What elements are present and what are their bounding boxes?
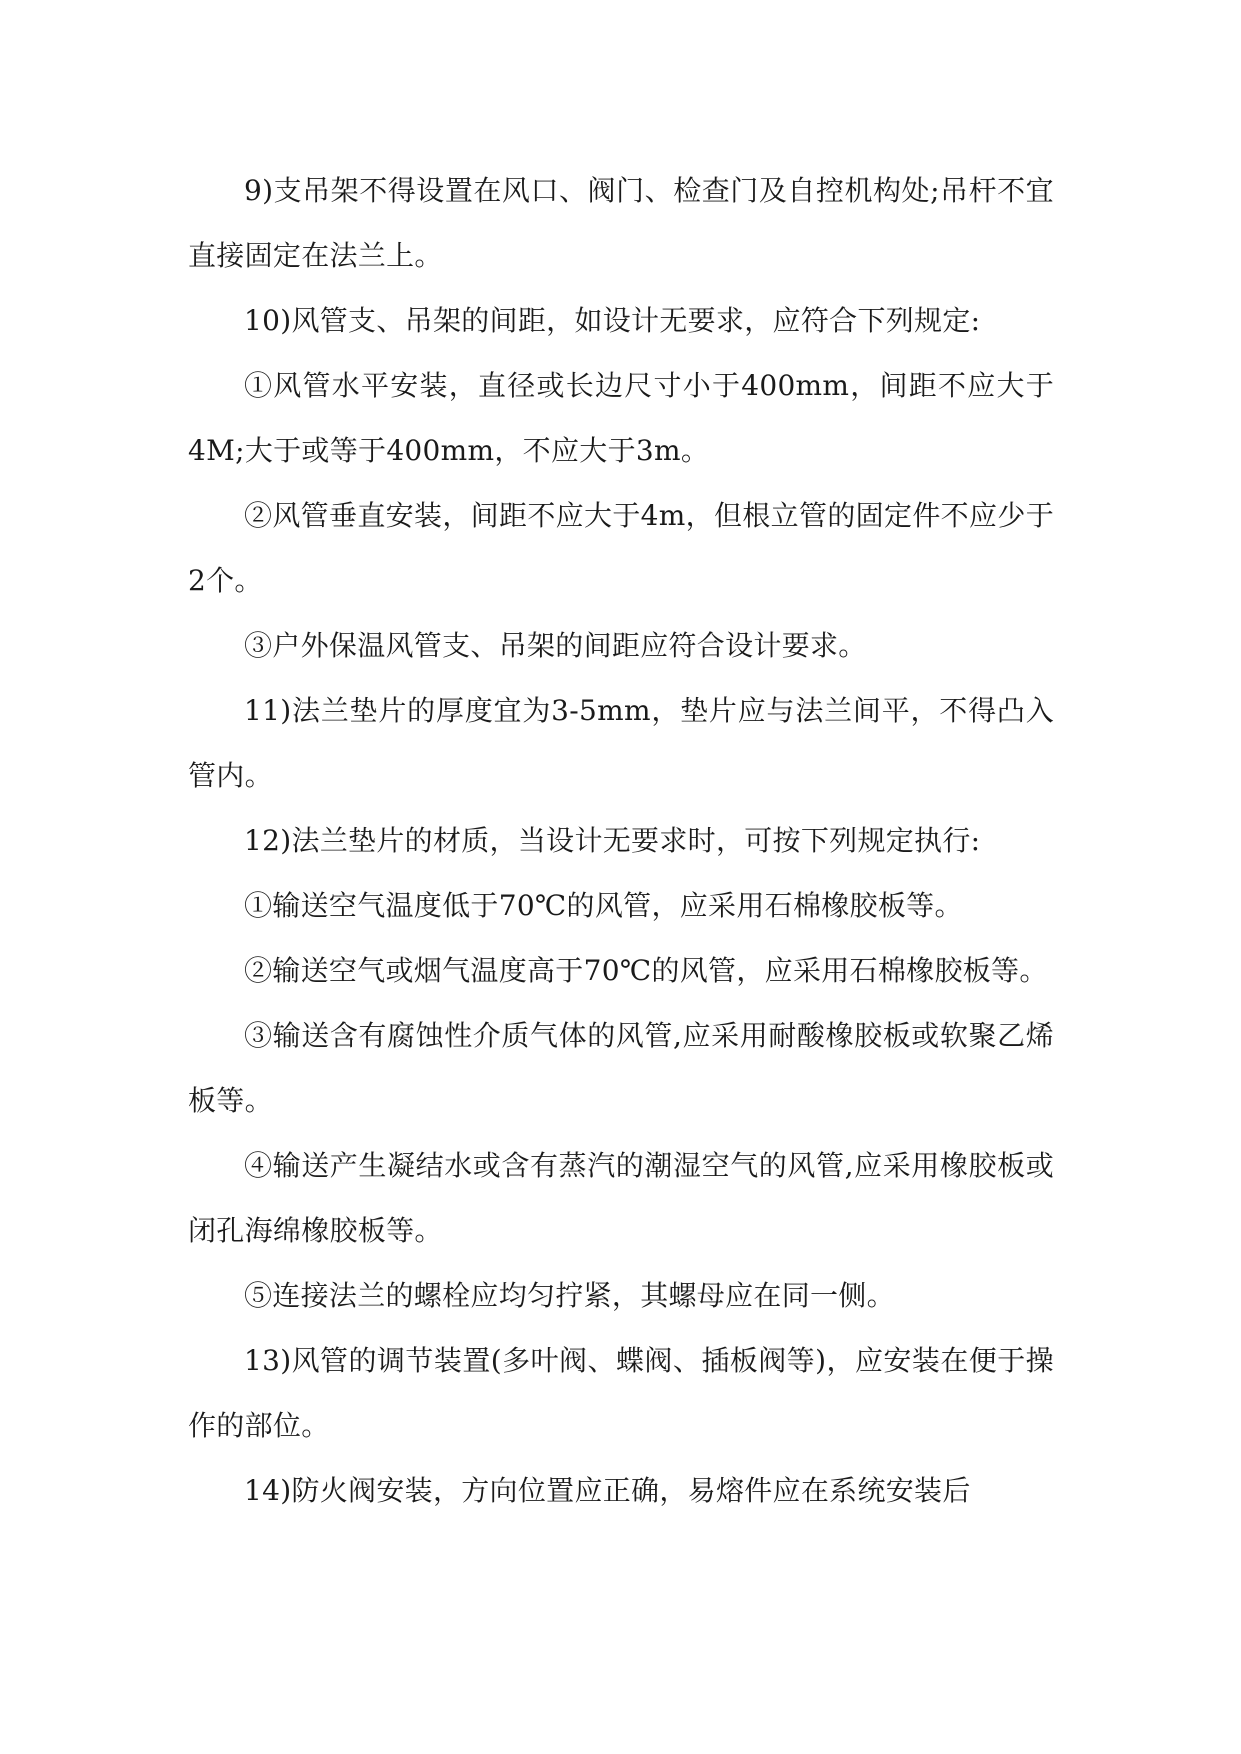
paragraph-text: ①风管水平安装，直径或长边尺寸小于400mm，间距不应大于4M;大于或等于400mm，不应大于3m。: [188, 369, 1054, 467]
paragraph-text: ⑤连接法兰的螺栓应均匀拧紧，其螺母应在同一侧。: [244, 1279, 895, 1312]
paragraph-text: 9)支吊架不得设置在风口、阀门、检查门及自控机构处;吊杆不宜直接固定在法兰上。: [188, 174, 1054, 272]
paragraph-text: ②风管垂直安装，间距不应大于4m，但根立管的固定件不应少于2个。: [188, 499, 1054, 597]
paragraph-text: ③户外保温风管支、吊架的间距应符合设计要求。: [244, 629, 867, 662]
paragraph-item-12-1: [188, 873, 1054, 938]
paragraph-text: 10)风管支、吊架的间距，如设计无要求，应符合下列规定:: [244, 304, 981, 337]
paragraph-item-10: [188, 288, 1054, 353]
paragraph-item-11: [188, 678, 1054, 808]
paragraph-text: ②输送空气或烟气温度高于70℃的风管，应采用石棉橡胶板等。: [244, 954, 1048, 987]
paragraph-item-12-2: [188, 938, 1054, 1003]
paragraph-item-10-3: [188, 613, 1054, 678]
paragraph-text: ④输送产生凝结水或含有蒸汽的潮湿空气的风管,应采用橡胶板或闭孔海绵橡胶板等。: [188, 1149, 1054, 1247]
paragraph-item-12-4: [188, 1133, 1054, 1263]
paragraph-text: 12)法兰垫片的材质，当设计无要求时，可按下列规定执行:: [244, 824, 981, 857]
paragraph-text: 11)法兰垫片的厚度宜为3-5mm，垫片应与法兰间平，不得凸入管内。: [188, 694, 1054, 792]
paragraph-text: 14)防火阀安装，方向位置应正确，易熔件应在系统安装后: [244, 1474, 971, 1507]
paragraph-item-12: [188, 808, 1054, 873]
paragraph-item-9: [188, 158, 1054, 288]
paragraph-item-13: [188, 1328, 1054, 1458]
paragraph-text: 13)风管的调节装置(多叶阀、蝶阀、插板阀等)，应安装在便于操作的部位。: [188, 1344, 1054, 1442]
paragraph-item-14: [188, 1458, 1054, 1523]
paragraph-text: ③输送含有腐蚀性介质气体的风管,应采用耐酸橡胶板或软聚乙烯板等。: [188, 1019, 1054, 1117]
paragraph-item-12-3: [188, 1003, 1054, 1133]
paragraph-item-10-2: [188, 483, 1054, 613]
paragraph-text: ①输送空气温度低于70℃的风管，应采用石棉橡胶板等。: [244, 889, 963, 922]
document-body: [188, 158, 1054, 1523]
paragraph-item-10-1: [188, 353, 1054, 483]
paragraph-item-12-5: [188, 1263, 1054, 1328]
